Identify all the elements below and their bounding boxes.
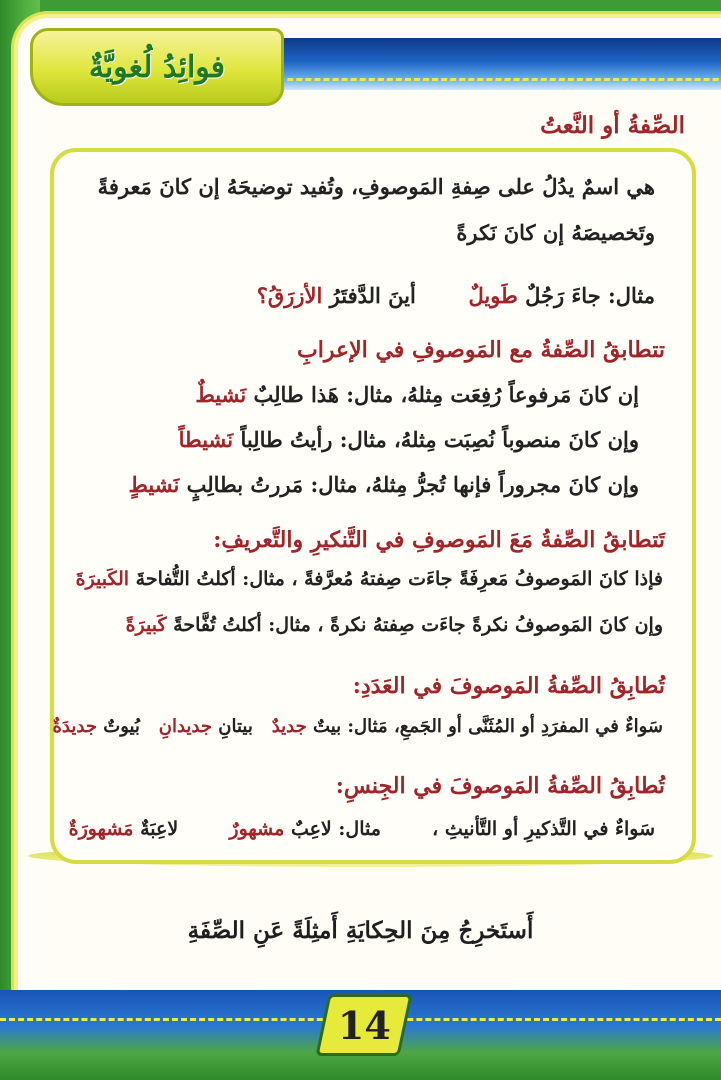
rules-box	[50, 148, 696, 864]
irab-rule-1	[195, 382, 639, 407]
adad-adjective-1: جديدٌ	[271, 716, 307, 737]
adad-noun-2: بيتانِ	[218, 716, 253, 737]
tankir-rule-2-text: وإن كانَ المَوصوفُ نكرةً جاءَت صِفتهُ نكرةً ، مثال: أكلتُ تُفَّاحةً	[173, 614, 663, 636]
irab-rule-2	[179, 427, 639, 452]
example-1-adjective: طَويلٌ	[468, 283, 518, 308]
tankir-rule-2-adjective: كَبيرَةً	[125, 614, 167, 636]
irab-rule-2-text: وإن كانَ منصوباً نُصِبَت مِثلهُ، مثال: رأيتُ طالِباً	[240, 427, 639, 452]
topic-heading: الصِّفةُ أو النَّعتُ	[540, 112, 685, 139]
adad-noun-3: بُيوتٌ	[103, 716, 140, 737]
section-irab-heading: تتطابقُ الصِّفةُ مع المَوصوفِ في الإعرابِ	[297, 337, 665, 363]
example-1-plain: جاءَ رَجُلٌ	[525, 283, 601, 308]
definition-line-2: وتَخصيصَهُ إن كانَ نَكرةً	[456, 220, 655, 245]
jins-adjective-2: مَشهورَةٌ	[68, 818, 134, 840]
example-2-adjective: الأزرَقُ؟	[256, 283, 323, 308]
page-number: 14	[337, 1002, 391, 1048]
adad-adjective-3: جديدَةٌ	[52, 716, 97, 737]
adad-rule	[53, 716, 664, 737]
example-2-plain: أينَ الدَّفتَرُ	[329, 283, 416, 308]
irab-rule-2-adjective: نَشيطاً	[178, 427, 234, 452]
section-adad-heading: تُطابِقُ الصِّفةُ المَوصوفَ في العَدَدِ:	[352, 673, 665, 699]
jins-noun-2: لاعِبَةٌ	[140, 818, 179, 840]
jins-example-label: مثال: لاعِبٌ	[290, 818, 381, 840]
definition-line-1: هي اسمٌ يدُلُ على صِفةِ المَوصوفِ، وتُفيد توضيحَهُ إن كانَ مَعرفةً	[97, 174, 655, 199]
exercise-prompt: أَستَخرِجُ مِنَ الحِكايَةِ أَمثِلَةً عَنِ الصِّفَةِ	[187, 917, 534, 944]
title-tab	[30, 28, 284, 106]
tankir-rule-1-adjective: الكَبيرَةَ	[75, 568, 130, 590]
irab-rule-3-adjective: نَشيطٍ	[128, 472, 180, 497]
adad-adjective-2: جديدانِ	[158, 716, 213, 737]
jins-rule	[69, 818, 655, 840]
adad-rule-text: سَواءٌ في المفرَدِ أو المُثَنَّى أو الجَمعِ، مَثال: بيتٌ	[313, 716, 663, 737]
tankir-rule-2	[126, 614, 663, 636]
irab-rule-1-text: إن كانَ مَرفوعاً رُفِعَت مِثلهُ، مثال: هَذا طالِبٌ	[253, 382, 639, 407]
irab-rule-3	[128, 472, 639, 497]
example-line	[257, 283, 655, 308]
irab-rule-1-adjective: نَشيطٌ	[195, 382, 247, 407]
section-tankir-heading: تَتطابقُ الصِّفةُ مَعَ المَوصوفِ في التَّنكيرِ والتَّعريفِ:	[213, 527, 665, 553]
tankir-rule-1	[76, 568, 663, 590]
page-number-badge	[315, 994, 412, 1056]
tankir-rule-1-text: فإذا كانَ المَوصوفُ مَعرِفَةً جاءَت صِفتهُ مُعرَّفةً ، مثال: أكلتُ التُّفاحةَ	[135, 568, 663, 590]
jins-rule-text: سَواءٌ في التَّذكيرِ أو التَّأنيثِ ،	[432, 818, 655, 840]
page-title: فوائِدُ لُغويَّةٌ	[88, 49, 226, 85]
irab-rule-3-text: وإن كانَ مجروراً فإنها تُجرُّ مِثلهُ، مثال: مَررتُ بطالِبٍ	[186, 472, 639, 497]
section-jins-heading: تُطابِقُ الصِّفةُ المَوصوفَ في الجِنسِ:	[335, 773, 665, 799]
jins-adjective-1: مشهورٌ	[229, 818, 285, 840]
example-label: مثال:	[608, 283, 655, 308]
